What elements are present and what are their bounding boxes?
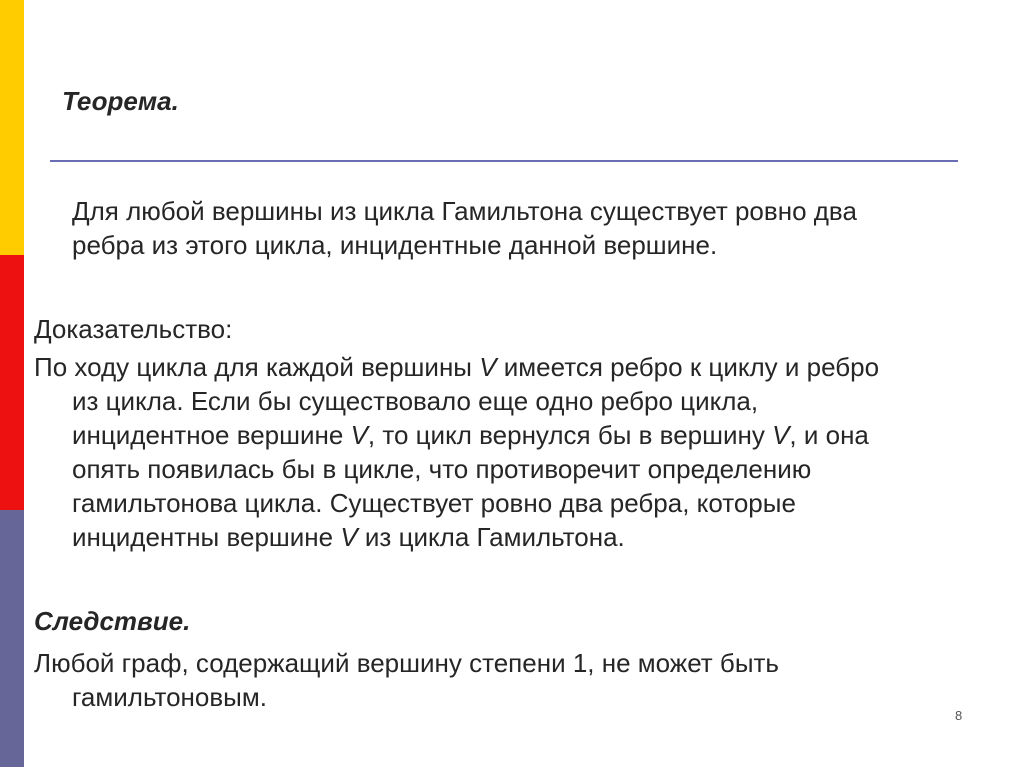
- proof-body: [34, 350, 879, 554]
- page-number: 8: [955, 708, 963, 723]
- proof-line: из цикла. Если бы существовало еще одно ребро цикла,: [72, 386, 759, 416]
- proof-label: Доказательство:: [34, 314, 233, 344]
- proof-line: [34, 418, 879, 452]
- vertex-variable: V: [772, 420, 790, 450]
- proof-line: [34, 520, 879, 554]
- theorem-title: Теорема.: [62, 86, 179, 116]
- vertex-variable: V: [340, 522, 358, 552]
- corollary-line: гамильтоновым.: [72, 682, 267, 712]
- corollary-line: Любой граф, содержащий вершину степени 1, не может быть: [34, 648, 779, 678]
- theorem-line: Для любой вершины из цикла Гамильтона существует ровно два: [72, 196, 857, 226]
- theorem-statement: [72, 194, 857, 262]
- proof-text: инцидентное вершине: [72, 420, 351, 450]
- proof-text: инцидентны вершине: [72, 522, 341, 552]
- proof-text: из цикла Гамильтона.: [357, 522, 625, 552]
- proof-text: , то цикл вернулся бы в вершину: [367, 420, 773, 450]
- title-divider: [50, 160, 958, 162]
- proof-line: [34, 350, 879, 384]
- theorem-line: ребра из этого цикла, инцидентные данной вершине.: [72, 230, 718, 260]
- proof-text: По ходу цикла для каждой вершины: [34, 352, 480, 382]
- vertex-variable: V: [350, 420, 368, 450]
- accent-bar-blue: [0, 510, 24, 767]
- accent-bar-yellow: [0, 0, 24, 255]
- proof-line: опять появилась бы в цикле, что противоречит определению: [72, 454, 812, 484]
- proof-text: имеется ребро к циклу и ребро: [496, 352, 880, 382]
- accent-bar-red: [0, 255, 24, 510]
- proof-text: , и она: [789, 420, 869, 450]
- proof-line: гамильтонова цикла. Существует ровно два ребра, которые: [72, 488, 796, 518]
- corollary-body: [34, 646, 779, 714]
- vertex-variable: V: [479, 352, 497, 382]
- corollary-title: Следствие.: [34, 606, 191, 636]
